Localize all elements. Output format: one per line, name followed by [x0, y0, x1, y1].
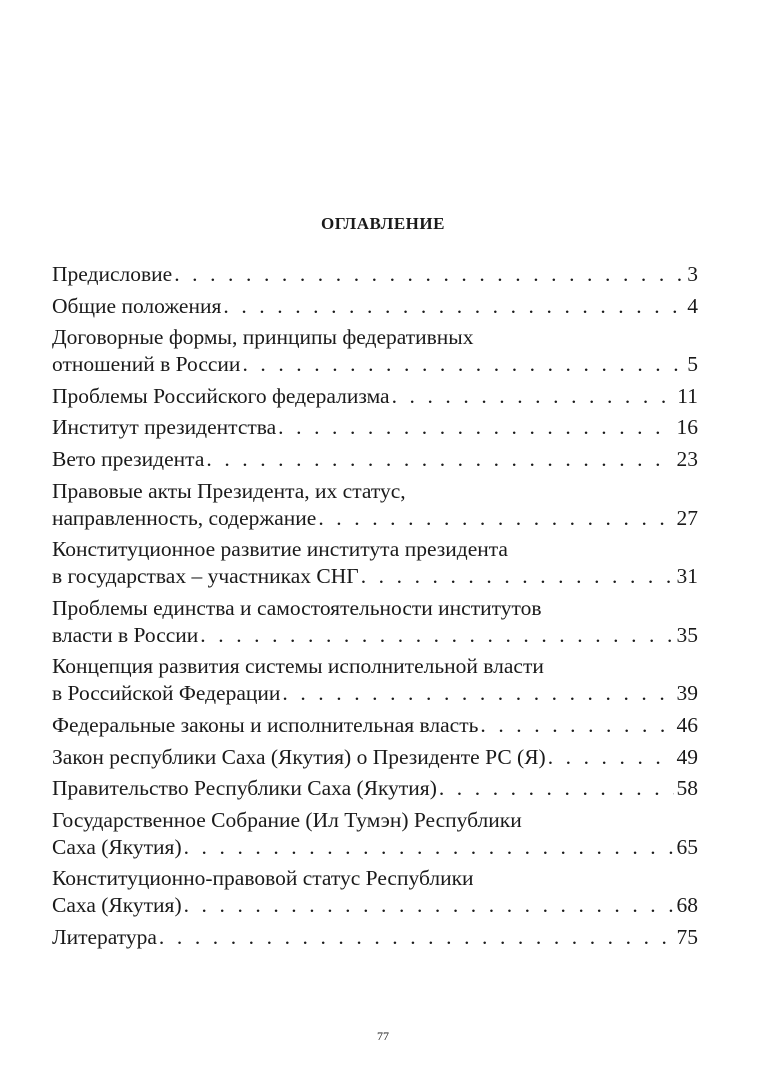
toc-entry-title-line: Вето президента — [52, 446, 205, 471]
toc-page-number: 39 — [676, 681, 698, 706]
dot-leader — [480, 712, 673, 739]
toc-entry-title-line: Концепция развития системы исполнительной власти — [52, 654, 544, 679]
toc-entry-row — [52, 351, 698, 378]
toc-entry — [52, 478, 698, 532]
toc-entry-row — [52, 892, 698, 919]
toc-entry-title-line: Саха (Якутия) — [52, 893, 182, 918]
toc-page-number: 58 — [676, 776, 698, 801]
toc-entry-title-line: в Российской Федерации — [52, 681, 281, 706]
toc-entry — [52, 653, 698, 707]
toc-entry-title-line: Проблемы Российского федерализма — [52, 383, 390, 408]
toc-entry-row — [52, 834, 698, 861]
toc-entry-row — [52, 383, 698, 410]
dot-leader — [223, 293, 684, 320]
toc-entry-title-line: Литература — [52, 924, 157, 949]
dot-leader — [318, 505, 673, 532]
toc-entry-row — [52, 712, 698, 739]
toc-page-number: 49 — [676, 744, 698, 769]
toc-page-number: 3 — [687, 262, 698, 286]
toc-page-number: 68 — [676, 893, 698, 918]
toc-entry-row — [52, 622, 698, 649]
toc-entry-row — [52, 775, 698, 802]
toc-entry — [52, 595, 698, 649]
dot-leader — [439, 775, 674, 802]
toc-entry-row — [52, 446, 698, 473]
toc-entry — [52, 383, 698, 410]
toc-entry-title-line: Институт президентства — [52, 415, 277, 440]
toc-entry-title-line: Предисловие — [52, 262, 173, 286]
toc-entry-title-line: Саха (Якутия) — [52, 834, 182, 859]
dot-leader — [361, 563, 674, 590]
toc-entry-title-line: Закон республики Саха (Якутия) о Президенте РС (Я) — [52, 744, 546, 769]
dot-leader — [159, 924, 674, 951]
toc-entry — [52, 775, 698, 802]
toc-entry-title-line: Конституционное развитие института президента — [52, 537, 508, 562]
toc-list — [52, 261, 698, 956]
toc-entry-row — [52, 924, 698, 951]
toc-entry-title-line: в государствах – участниках СНГ — [52, 564, 359, 589]
toc-entry — [52, 293, 698, 320]
toc-page-number: 23 — [676, 446, 698, 471]
toc-entry — [52, 865, 698, 919]
toc-entry-title-line: Государственное Собрание (Ил Тумэн) Республики — [52, 807, 522, 832]
toc-entry-title-line: Правовые акты Президента, их статус, — [52, 478, 406, 503]
toc-entry — [52, 712, 698, 739]
dot-leader — [278, 414, 673, 441]
toc-entry — [52, 924, 698, 951]
dot-leader — [200, 622, 673, 649]
toc-entry-title-line: Конституционно-правовой статус Республики — [52, 866, 474, 891]
toc-entry — [52, 261, 698, 288]
toc-entry — [52, 446, 698, 473]
dot-leader — [282, 680, 673, 707]
toc-page-number: 5 — [687, 352, 698, 377]
toc-entry-title-line: Проблемы единства и самостоятельности институтов — [52, 595, 542, 620]
toc-page-number: 27 — [676, 505, 698, 530]
toc-entry-title-line: Общие положения — [52, 293, 222, 318]
dot-leader — [242, 351, 684, 378]
dot-leader — [392, 383, 675, 410]
toc-entry — [52, 536, 698, 590]
toc-page-number: 35 — [676, 622, 698, 647]
dot-leader — [184, 892, 674, 919]
dot-leader — [174, 261, 684, 288]
toc-entry-title-line: власти в России — [52, 622, 199, 647]
dot-leader — [206, 446, 673, 473]
toc-page-number: 46 — [676, 712, 698, 737]
toc-page-number: 31 — [676, 564, 698, 589]
toc-entry-row — [52, 505, 698, 532]
toc-entry — [52, 324, 698, 378]
toc-page-number: 65 — [676, 834, 698, 859]
toc-entry-title-line: отношений в России — [52, 352, 241, 377]
toc-title: ОГЛАВЛЕНИЕ — [321, 214, 445, 233]
toc-entry-row — [52, 293, 698, 320]
toc-page-number: 16 — [676, 415, 698, 440]
toc-entry-title-line: Договорные формы, принципы федеративных — [52, 325, 474, 350]
toc-entry — [52, 744, 698, 771]
dot-leader — [184, 834, 674, 861]
toc-entry — [52, 807, 698, 861]
toc-entry-title-line: Федеральные законы и исполнительная власть — [52, 712, 479, 737]
toc-page-number: 75 — [676, 924, 698, 949]
toc-page-number: 4 — [687, 293, 698, 318]
toc-entry-row — [52, 744, 698, 771]
toc-entry-row — [52, 563, 698, 590]
page-number: 77 — [377, 1029, 389, 1043]
toc-page-number: 11 — [677, 383, 698, 408]
toc-entry-title-line: Правительство Республики Саха (Якутия) — [52, 776, 437, 801]
toc-entry-title-line: направленность, содержание — [52, 505, 317, 530]
toc-entry-row — [52, 680, 698, 707]
dot-leader — [548, 744, 674, 771]
toc-entry-row — [52, 261, 698, 288]
toc-entry-row — [52, 414, 698, 441]
toc-entry — [52, 414, 698, 441]
